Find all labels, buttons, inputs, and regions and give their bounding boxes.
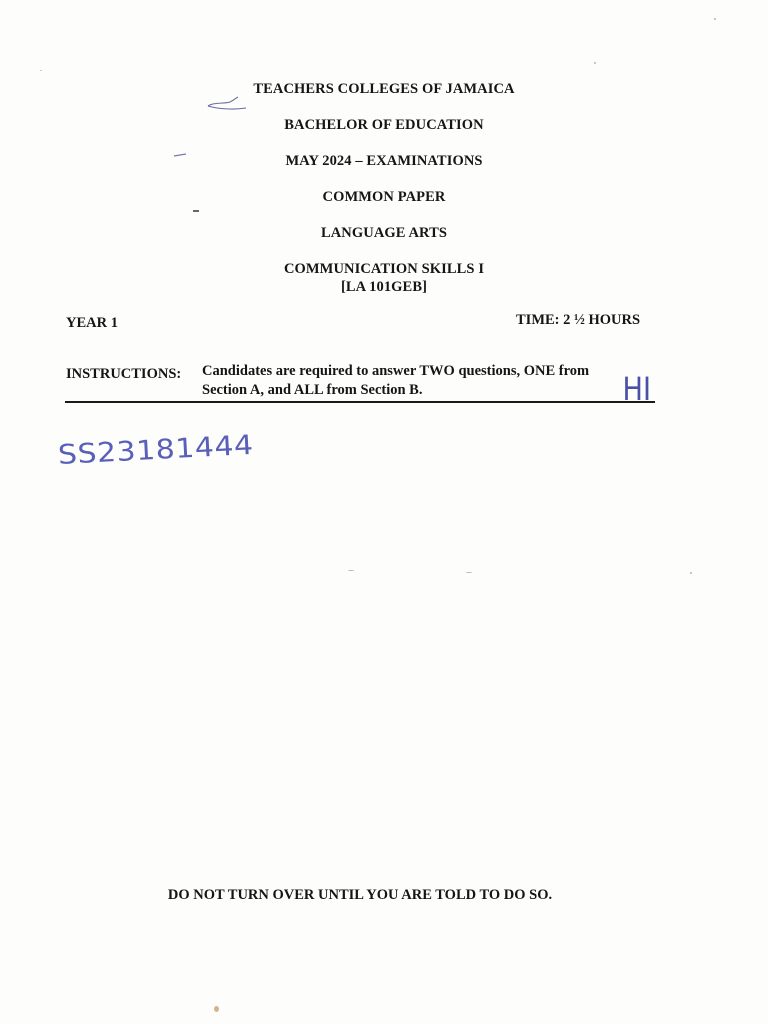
pen-dash-icon: [172, 150, 192, 160]
programme-title: BACHELOR OF EDUCATION: [284, 117, 484, 133]
instructions-label: INSTRUCTIONS:: [66, 366, 182, 382]
handwritten-candidate-id: SS23181444: [57, 429, 255, 472]
exam-session: MAY 2024 – EXAMINATIONS: [285, 153, 483, 169]
do-not-turn-notice: DO NOT TURN OVER UNTIL YOU ARE TOLD TO DO SO.: [167, 887, 553, 903]
paper-type: COMMON PAPER: [322, 189, 446, 205]
time-allowed: TIME: 2 ½ HOURS: [516, 312, 641, 328]
scan-speck: [214, 1006, 219, 1012]
pen-mark-icon: [200, 96, 256, 118]
course-code: [LA 101GEB]: [340, 279, 428, 295]
subject-title: LANGUAGE ARTS: [320, 225, 448, 241]
scan-speck: [466, 572, 472, 573]
scan-speck: [348, 570, 354, 571]
instructions-text: Candidates are required to answer TWO questions, ONE from Section A, and ALL from Section B.: [202, 363, 590, 398]
handwritten-initials: HI: [622, 370, 651, 408]
year-label: YEAR 1: [66, 315, 118, 331]
scan-speck: [690, 572, 692, 574]
header-divider: [65, 401, 655, 403]
course-title: COMMUNICATION SKILLS I: [283, 261, 485, 277]
scan-speck: [714, 18, 716, 20]
scan-speck: [40, 70, 42, 71]
institution-title: TEACHERS COLLEGES OF JAMAICA: [253, 81, 515, 97]
scan-speck: [594, 62, 596, 64]
pen-dot-icon: [192, 208, 202, 214]
